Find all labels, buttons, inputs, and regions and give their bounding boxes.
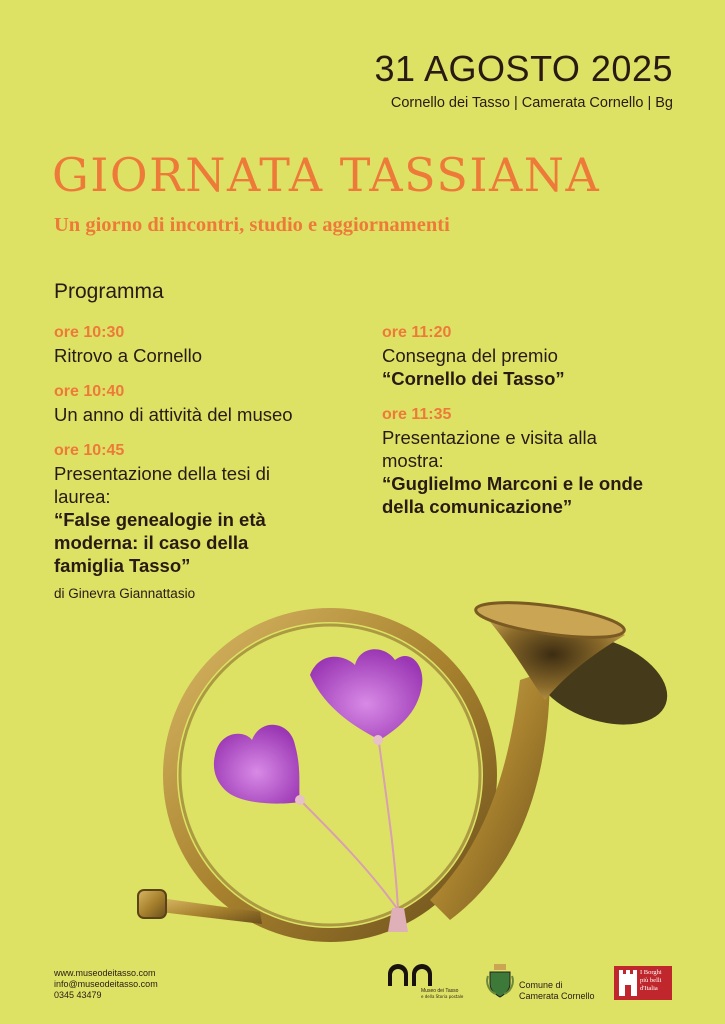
contact-phone: 0345 43479 [54,990,102,1000]
museum-logo-sub: e della Storia postale [421,994,464,999]
flower-lower [214,725,305,805]
event-date: 31 AGOSTO 2025 [374,48,673,89]
programme-desc: Un anno di attività del museo [54,404,293,425]
programme-desc: Presentazione della tesi di laurea: [54,463,270,507]
post-horn-illustration [130,590,690,950]
programme-quote: “Cornello dei Tasso” [382,368,565,389]
contacts [54,968,158,1001]
borghi-line1: I Borghi [640,969,662,976]
programme-time: ore 10:40 [54,383,125,400]
flower-string [378,735,398,910]
borghi-line3: d'Italia [640,985,658,992]
programme-column-right [382,322,682,532]
museum-arches-icon [388,964,448,986]
comune-logo [486,964,606,1004]
borghi-line2: più belli [640,977,662,984]
borghi-logo [614,966,672,1000]
programme-time: ore 11:35 [382,406,452,423]
flower-string [300,800,398,910]
programme-item [382,322,682,390]
programme-time: ore 10:45 [54,442,125,459]
programme-item [54,322,354,367]
comune-line2: Camerata Cornello [519,991,595,1001]
contact-website[interactable]: www.museodeitasso.com [54,968,156,978]
comune-line1: Comune di [519,980,563,990]
programme-desc: Consegna del premio [382,345,558,366]
castle-icon [617,968,639,998]
programme-desc: Ritrovo a Cornello [54,345,203,366]
programme-heading: Programma [54,280,164,303]
event-title: GIORNATA TASSIANA [52,148,601,202]
programme-time: ore 11:20 [382,324,452,341]
programme-desc: Presentazione e visita alla mostra: [382,427,597,471]
contact-email[interactable]: info@museodeitasso.com [54,979,158,989]
programme-item [54,440,314,605]
programme-quote: “False genealogie in età moderna: il caso della famiglia Tasso” [54,509,266,576]
event-place: Cornello dei Tasso | Camerata Cornello | Bg [390,95,673,111]
flower-upper [310,649,422,745]
programme-item [54,381,354,426]
horn-mouthpiece [138,890,166,918]
museum-logo [388,964,468,1004]
programme-item [382,404,672,518]
event-subtitle: Un giorno di incontri, studio e aggiornamenti [54,214,450,236]
programme-quote: “Guglielmo Marconi e le onde della comunicazione” [382,473,644,517]
borghi-text [640,969,662,993]
horn-mouthpiece-tube [160,898,262,924]
programme-time: ore 10:30 [54,324,125,341]
programme-column-left [54,322,354,619]
coat-of-arms-icon [486,964,514,998]
museum-logo-name: Museo dei Tasso [421,988,459,994]
programme-author: di Ginevra Giannattasio [54,586,196,601]
